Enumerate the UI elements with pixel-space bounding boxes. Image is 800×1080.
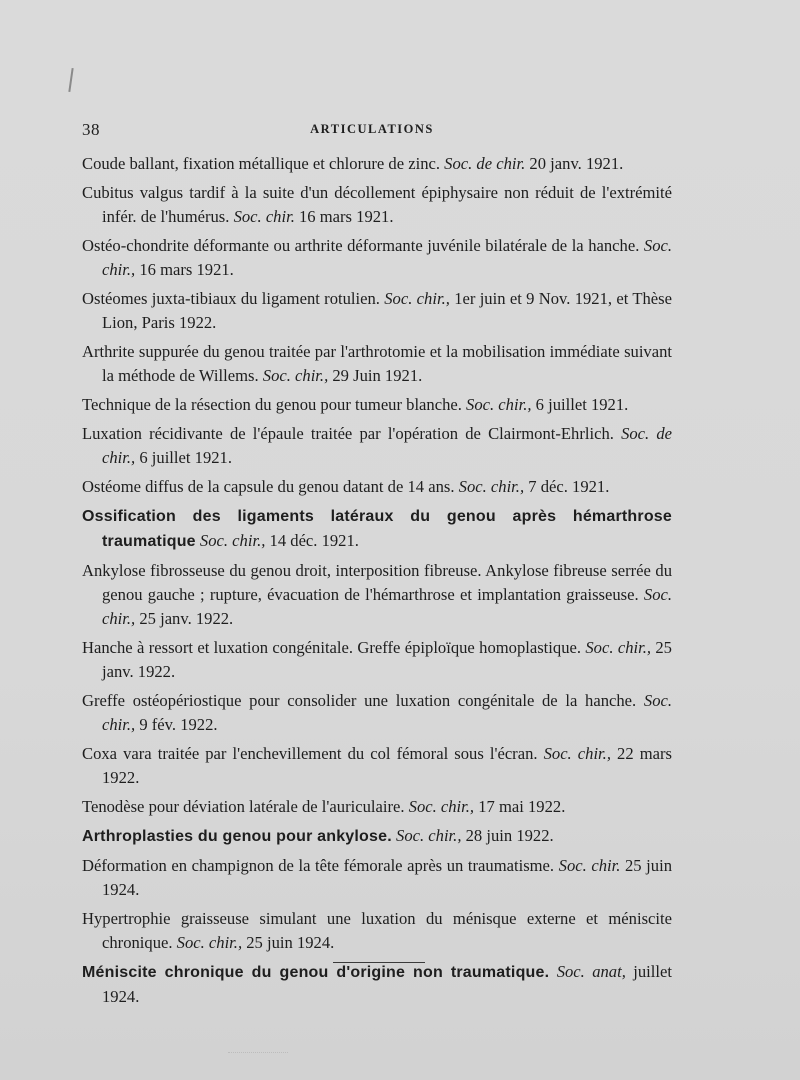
bibliography-entry — [82, 152, 672, 176]
entry-journal: Soc. chir., — [102, 585, 672, 628]
entry-title: Ostéome diffus de la capsule du genou datant de 14 ans. — [82, 477, 459, 496]
entry-date: 7 déc. 1921. — [524, 477, 610, 496]
entry-date: 9 fév. 1922. — [135, 715, 218, 734]
entry-title: Cubitus valgus tardif à la suite d'un décollement épiphysaire non réduit de l'extrémité infér. de l'humérus. — [82, 183, 672, 226]
entry-date: 14 déc. 1921. — [265, 531, 359, 550]
entry-journal: Soc. chir., — [262, 366, 329, 385]
page-header — [82, 120, 662, 142]
entry-journal: Soc. chir., — [408, 797, 475, 816]
bibliography-entry — [82, 340, 672, 388]
entry-journal: Soc. chir. — [558, 856, 621, 875]
entry-title: Coude ballant, fixation métallique et chlorure de zinc. — [82, 154, 445, 173]
entry-date: 6 juillet 1921. — [531, 395, 629, 414]
entry-title: Technique de la résection du genou pour tumeur blanche. — [82, 395, 467, 414]
entry-title: Coxa vara traitée par l'enchevillement du col fémoral sous l'écran. — [82, 744, 544, 763]
entry-date: 25 juin 1924. — [102, 856, 672, 899]
entry-date: 16 mars 1921. — [294, 207, 394, 226]
entry-journal: Soc. de chir., — [102, 424, 672, 467]
entry-date: 16 mars 1921. — [135, 260, 234, 279]
bibliography-entry — [82, 393, 672, 417]
bibliography-entry — [82, 824, 672, 849]
entry-title: Déformation en champignon de la tête fémorale après un traumatisme. — [82, 856, 559, 875]
running-title: ARTICULATIONS — [310, 122, 434, 136]
bibliography-entry — [82, 181, 672, 229]
entry-journal: Soc. chir., — [458, 477, 525, 496]
bibliography-entry — [82, 742, 672, 790]
entry-journal: Soc. chir., — [102, 691, 672, 734]
entry-journal: Soc. chir., — [102, 236, 672, 279]
entry-title: Hypertrophie graisseuse simulant une luxation du ménisque externe et méniscite chronique. — [82, 909, 672, 952]
entry-journal: Soc. chir. — [233, 207, 295, 226]
bibliography-entry — [82, 559, 672, 631]
entry-date: 22 mars 1922. — [102, 744, 672, 787]
entry-date: 1er juin et 9 Nov. 1921, et Thèse Lion, Paris 1922. — [102, 289, 672, 332]
entry-date: 28 juin 1922. — [461, 826, 554, 845]
bibliography-entry — [82, 960, 672, 1009]
bibliography-entry — [82, 422, 672, 470]
entry-date: 25 janv. 1922. — [135, 609, 234, 628]
bibliography-entry — [82, 287, 672, 335]
entry-title: Ostéomes juxta-tibiaux du ligament rotulien. — [82, 289, 385, 308]
entry-journal: Soc. de chir. — [444, 154, 526, 173]
entry-date: juillet 1924. — [102, 962, 672, 1006]
entry-journal: Soc. chir., — [543, 744, 611, 763]
bibliography-entry — [82, 907, 672, 955]
bleed-through-mark — [228, 1052, 288, 1056]
paper-mark — [68, 68, 73, 92]
bibliography-list — [82, 152, 672, 1014]
section-end-rule — [333, 962, 425, 963]
entry-date: 25 juin 1924. — [242, 933, 335, 952]
entry-title: Arthrite suppurée du genou traitée par l'arthrotomie et la mobilisation immédiate suivant la méthode de Willems. — [82, 342, 672, 385]
entry-journal: Soc. chir., — [585, 638, 652, 657]
bibliography-entry — [82, 854, 672, 902]
entry-title: Ankylose fibrosseuse du genou droit, interposition fibreuse. Ankylose fibreuse serrée du genou gauche ; rupture, évacuation de l'hémarthrose et implantation graisseuse. — [82, 561, 672, 604]
entry-date: 25 janv. 1922. — [102, 638, 672, 681]
entry-title: Tenodèse pour déviation latérale de l'auriculaire. — [82, 797, 409, 816]
entry-title: Ostéo-chondrite déformante ou arthrite déformante juvénile bilatérale de la hanche. — [82, 236, 644, 255]
entry-title: Hanche à ressort et luxation congénitale. Greffe épiploïque homoplastique. — [82, 638, 586, 657]
entry-title: Greffe ostéopériostique pour consolider une luxation congénitale de la hanche. — [82, 691, 644, 710]
entry-journal: Soc. chir., — [195, 531, 266, 550]
entry-journal: Soc. chir., — [466, 395, 532, 414]
bibliography-entry — [82, 234, 672, 282]
entry-journal: Soc. anat, — [549, 962, 626, 981]
bibliography-entry — [82, 689, 672, 737]
entry-date: 6 juillet 1921. — [135, 448, 232, 467]
entry-date: 29 Juin 1921. — [328, 366, 423, 385]
entry-title: Luxation récidivante de l'épaule traitée par l'opération de Clairmont-Ehrlich. — [82, 424, 622, 443]
bibliography-entry — [82, 475, 672, 499]
entry-title: Méniscite chronique du genou d'origine non traumatique. — [82, 964, 550, 981]
entry-title: Arthroplasties du genou pour ankylose. — [82, 828, 392, 845]
bibliography-entry — [82, 795, 672, 819]
entry-journal: Soc. chir., — [384, 289, 450, 308]
page-number: 38 — [82, 120, 100, 139]
entry-journal: Soc. chir., — [176, 933, 243, 952]
entry-date: 17 mai 1922. — [474, 797, 566, 816]
entry-journal: Soc. chir., — [391, 826, 462, 845]
bibliography-entry — [82, 636, 672, 684]
entry-title: Ossification des ligaments latéraux du genou après hémarthrose traumatique — [82, 508, 672, 550]
bibliography-entry — [82, 504, 672, 554]
entry-date: 20 janv. 1921. — [525, 154, 624, 173]
